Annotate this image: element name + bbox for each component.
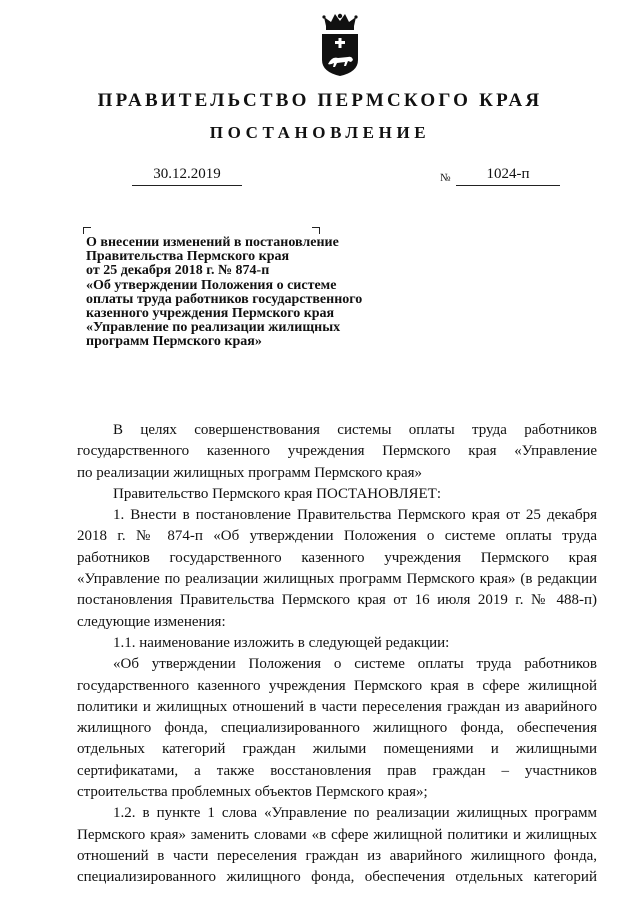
document-type: ПОСТАНОВЛЕНИЕ: [209, 123, 431, 142]
organization-name: ПРАВИТЕЛЬСТВО ПЕРМСКОГО КРАЯ: [97, 90, 543, 111]
body-line: по реализации жилищных программ Пермского края»: [77, 464, 423, 481]
body-line: В целях совершенствования системы оплаты труда работников: [113, 422, 597, 438]
body-line: государственного казенного учреждения Пермского края «Управление: [77, 443, 597, 460]
body-line: 1. Внести в постановление Правительства Пермского края от 25 декабря: [113, 507, 597, 524]
body-line: 2018 г. № 874-п «Об утверждении Положения о системе оплаты труда: [77, 528, 597, 545]
body-line: «Об утверждении Положения о системе оплаты труда работников: [113, 656, 597, 673]
subject-line: оплаты труда работников государственного: [86, 291, 363, 307]
body-line: 1.1. наименование изложить в следующей редакции:: [113, 634, 450, 651]
body-line: отдельных категорий граждан жилыми помещениями и жилищными: [77, 741, 597, 758]
number-underline: [456, 185, 560, 186]
subject-line: «Об утверждении Положения о системе: [86, 277, 337, 293]
subject-line: О внесении изменений в постановление: [86, 235, 339, 250]
subject-line: Правительства Пермского края: [86, 249, 290, 265]
body-line: «Управление по реализации жилищных программ Пермского края» (в редакции: [77, 571, 597, 588]
body-line: Правительство Пермского края ПОСТАНОВЛЯЕТ:: [113, 485, 442, 502]
subject-corner-left: [83, 227, 91, 234]
subject-line: от 25 декабря 2018 г. № 874-п: [86, 263, 270, 279]
date-underline: [132, 185, 242, 186]
body-line: специализированного жилищного фонда, обеспечения отдельных категорий: [77, 869, 597, 886]
body-line: сертификатами, а также восстановления прав граждан – участников: [77, 762, 597, 779]
document-number: 1024-п: [486, 166, 530, 182]
body-line: отношений в части переселения граждан из аварийного жилищного фонда,: [77, 847, 597, 864]
body-line: политики и жилищных отношений в части переселения граждан из аварийного: [77, 698, 597, 715]
body-line: жилищного фонда, специализированного жилищного фонда, обеспечения: [77, 720, 597, 737]
subject-line: казенного учреждения Пермского края: [86, 306, 335, 322]
subject-corner-right: [312, 227, 320, 234]
body-line: строительства проблемных объектов Пермского края»;: [77, 784, 428, 801]
subject-line: программ Пермского края»: [86, 334, 262, 350]
body-line: работников государственного казенного учреждения Пермского края: [77, 549, 597, 566]
coat-of-arms-icon: [318, 12, 362, 78]
document-body: [77, 420, 597, 889]
body-line: Пермского края» заменить словами «в сфере жилищной политики и жилищных: [77, 826, 597, 843]
document-date: 30.12.2019: [153, 166, 221, 182]
body-line: постановления Правительства Пермского края от 16 июля 2019 г. № 488-п): [77, 592, 597, 609]
number-sign: №: [440, 172, 451, 184]
body-line: 1.2. в пункте 1 слова «Управление по реализации жилищных программ: [113, 805, 597, 822]
body-line: следующие изменения:: [77, 613, 226, 630]
document-subject: [86, 236, 416, 350]
subject-line: «Управление по реализации жилищных: [86, 320, 341, 336]
body-line: государственного казенного учреждения Пермского края в сфере жилищной: [77, 677, 597, 694]
